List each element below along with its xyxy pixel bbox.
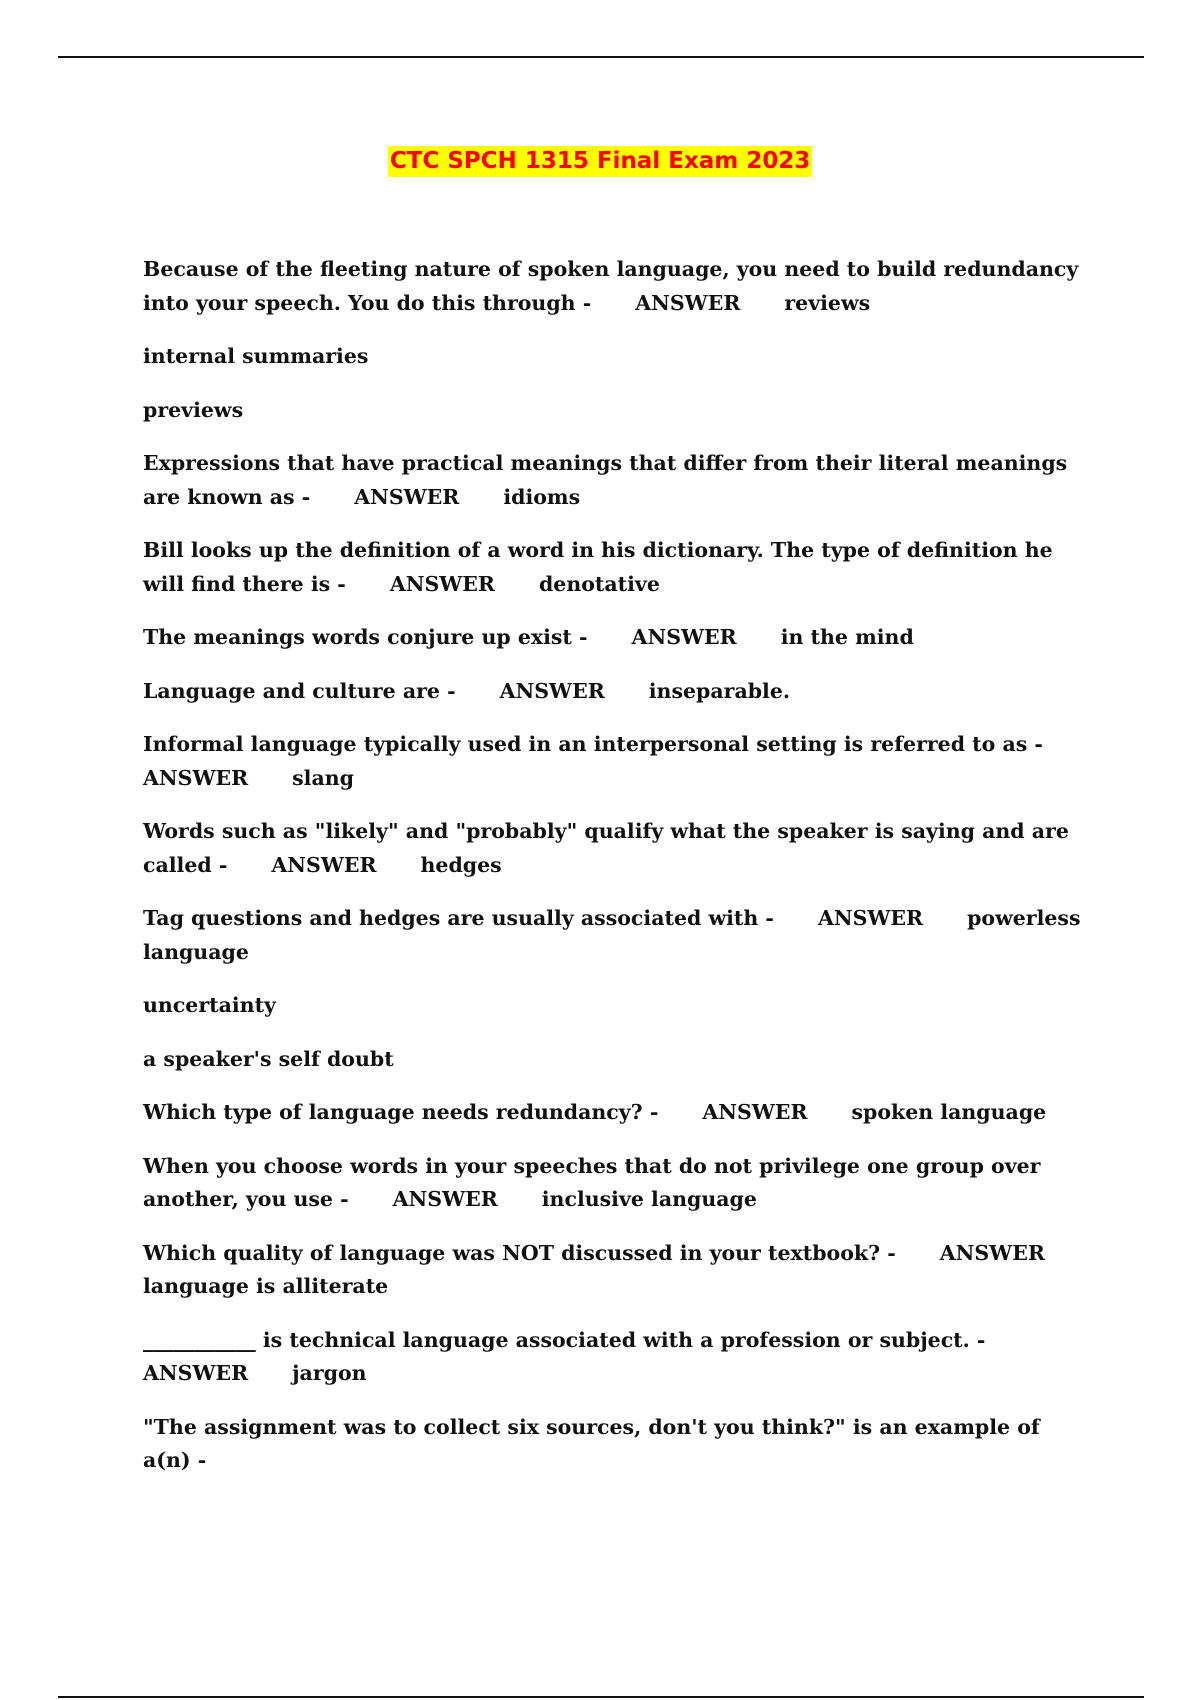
qa-item	[143, 253, 1093, 320]
question-text: When you choose words in your speeches that do not privilege one group over another, you use -	[143, 1153, 1041, 1211]
answer-extra: uncertainty	[143, 993, 276, 1017]
trailing-question: "The assignment was to collect six sources, don't you think?" is an example of a(n) -	[143, 1414, 1040, 1472]
answer-label: ANSWER	[143, 765, 249, 790]
answer-label: ANSWER	[817, 906, 924, 930]
qa-item	[143, 534, 1093, 601]
answer-text: hedges	[420, 852, 502, 877]
answer-text: reviews	[784, 290, 871, 315]
question-text: Expressions that have practical meanings that differ from their literal meanings are known as -	[143, 451, 1068, 509]
qa-item	[143, 1324, 1093, 1391]
qa-item	[143, 1150, 1093, 1217]
answer-label: ANSWER	[354, 484, 460, 509]
answer-text: language is alliterate	[143, 1274, 389, 1298]
answer-label: ANSWER	[702, 1100, 808, 1124]
answer-label: ANSWER	[631, 625, 737, 649]
question-text: Informal language typically used in an interpersonal setting is referred to as -	[143, 732, 1043, 756]
answer-extra: previews	[143, 397, 244, 422]
qa-item	[143, 815, 1093, 882]
qa-item	[143, 1237, 1093, 1304]
answer-text: spoken language	[851, 1100, 1047, 1124]
qa-item	[143, 728, 1093, 795]
answer-extra: a speaker's self doubt	[143, 1046, 394, 1071]
answer-extra: internal summaries	[143, 344, 369, 368]
footer-rule	[58, 1696, 1144, 1698]
question-text: Which quality of language was NOT discussed in your textbook? -	[143, 1240, 896, 1265]
answer-label: ANSWER	[271, 852, 377, 877]
answer-text: idioms	[503, 484, 581, 509]
answer-text: inseparable.	[648, 678, 791, 703]
answer-text: powerless language	[143, 906, 1081, 964]
answer-label: ANSWER	[143, 1361, 249, 1385]
answer-text: inclusive language	[541, 1187, 757, 1211]
question-text: Which type of language needs redundancy? -	[143, 1100, 659, 1124]
answer-text: denotative	[538, 571, 660, 596]
answer-text: jargon	[292, 1361, 367, 1385]
qa-item	[143, 447, 1093, 514]
answer-label: ANSWER	[499, 678, 605, 703]
answer-text: slang	[292, 765, 354, 790]
answer-label: ANSWER	[389, 571, 495, 596]
answer-label: ANSWER	[635, 290, 741, 315]
qa-item	[143, 621, 1093, 655]
question-list	[143, 253, 1093, 1498]
answer-text: in the mind	[780, 625, 914, 649]
answer-label: ANSWER	[939, 1240, 1045, 1265]
qa-item	[143, 675, 1093, 709]
question-text: Because of the fleeting nature of spoken language, you need to build redundancy into your speech. You do this through -	[143, 257, 1079, 315]
qa-item	[143, 1096, 1093, 1130]
question-text: ___________ is technical language associated with a profession or subject. -	[143, 1327, 986, 1352]
question-text: Words such as "likely" and "probably" qualify what the speaker is saying and are called -	[143, 819, 1069, 877]
question-text: Bill looks up the definition of a word in his dictionary. The type of definition he will find there is -	[143, 538, 1053, 596]
header-rule	[58, 56, 1144, 58]
qa-item	[143, 902, 1093, 969]
question-text: The meanings words conjure up exist -	[143, 625, 588, 649]
document-title: CTC SPCH 1315 Final Exam 2023	[388, 146, 812, 177]
question-text: Tag questions and hedges are usually associated with -	[143, 906, 774, 930]
title-block	[0, 146, 1200, 177]
question-text: Language and culture are -	[143, 678, 456, 703]
answer-label: ANSWER	[392, 1187, 498, 1211]
